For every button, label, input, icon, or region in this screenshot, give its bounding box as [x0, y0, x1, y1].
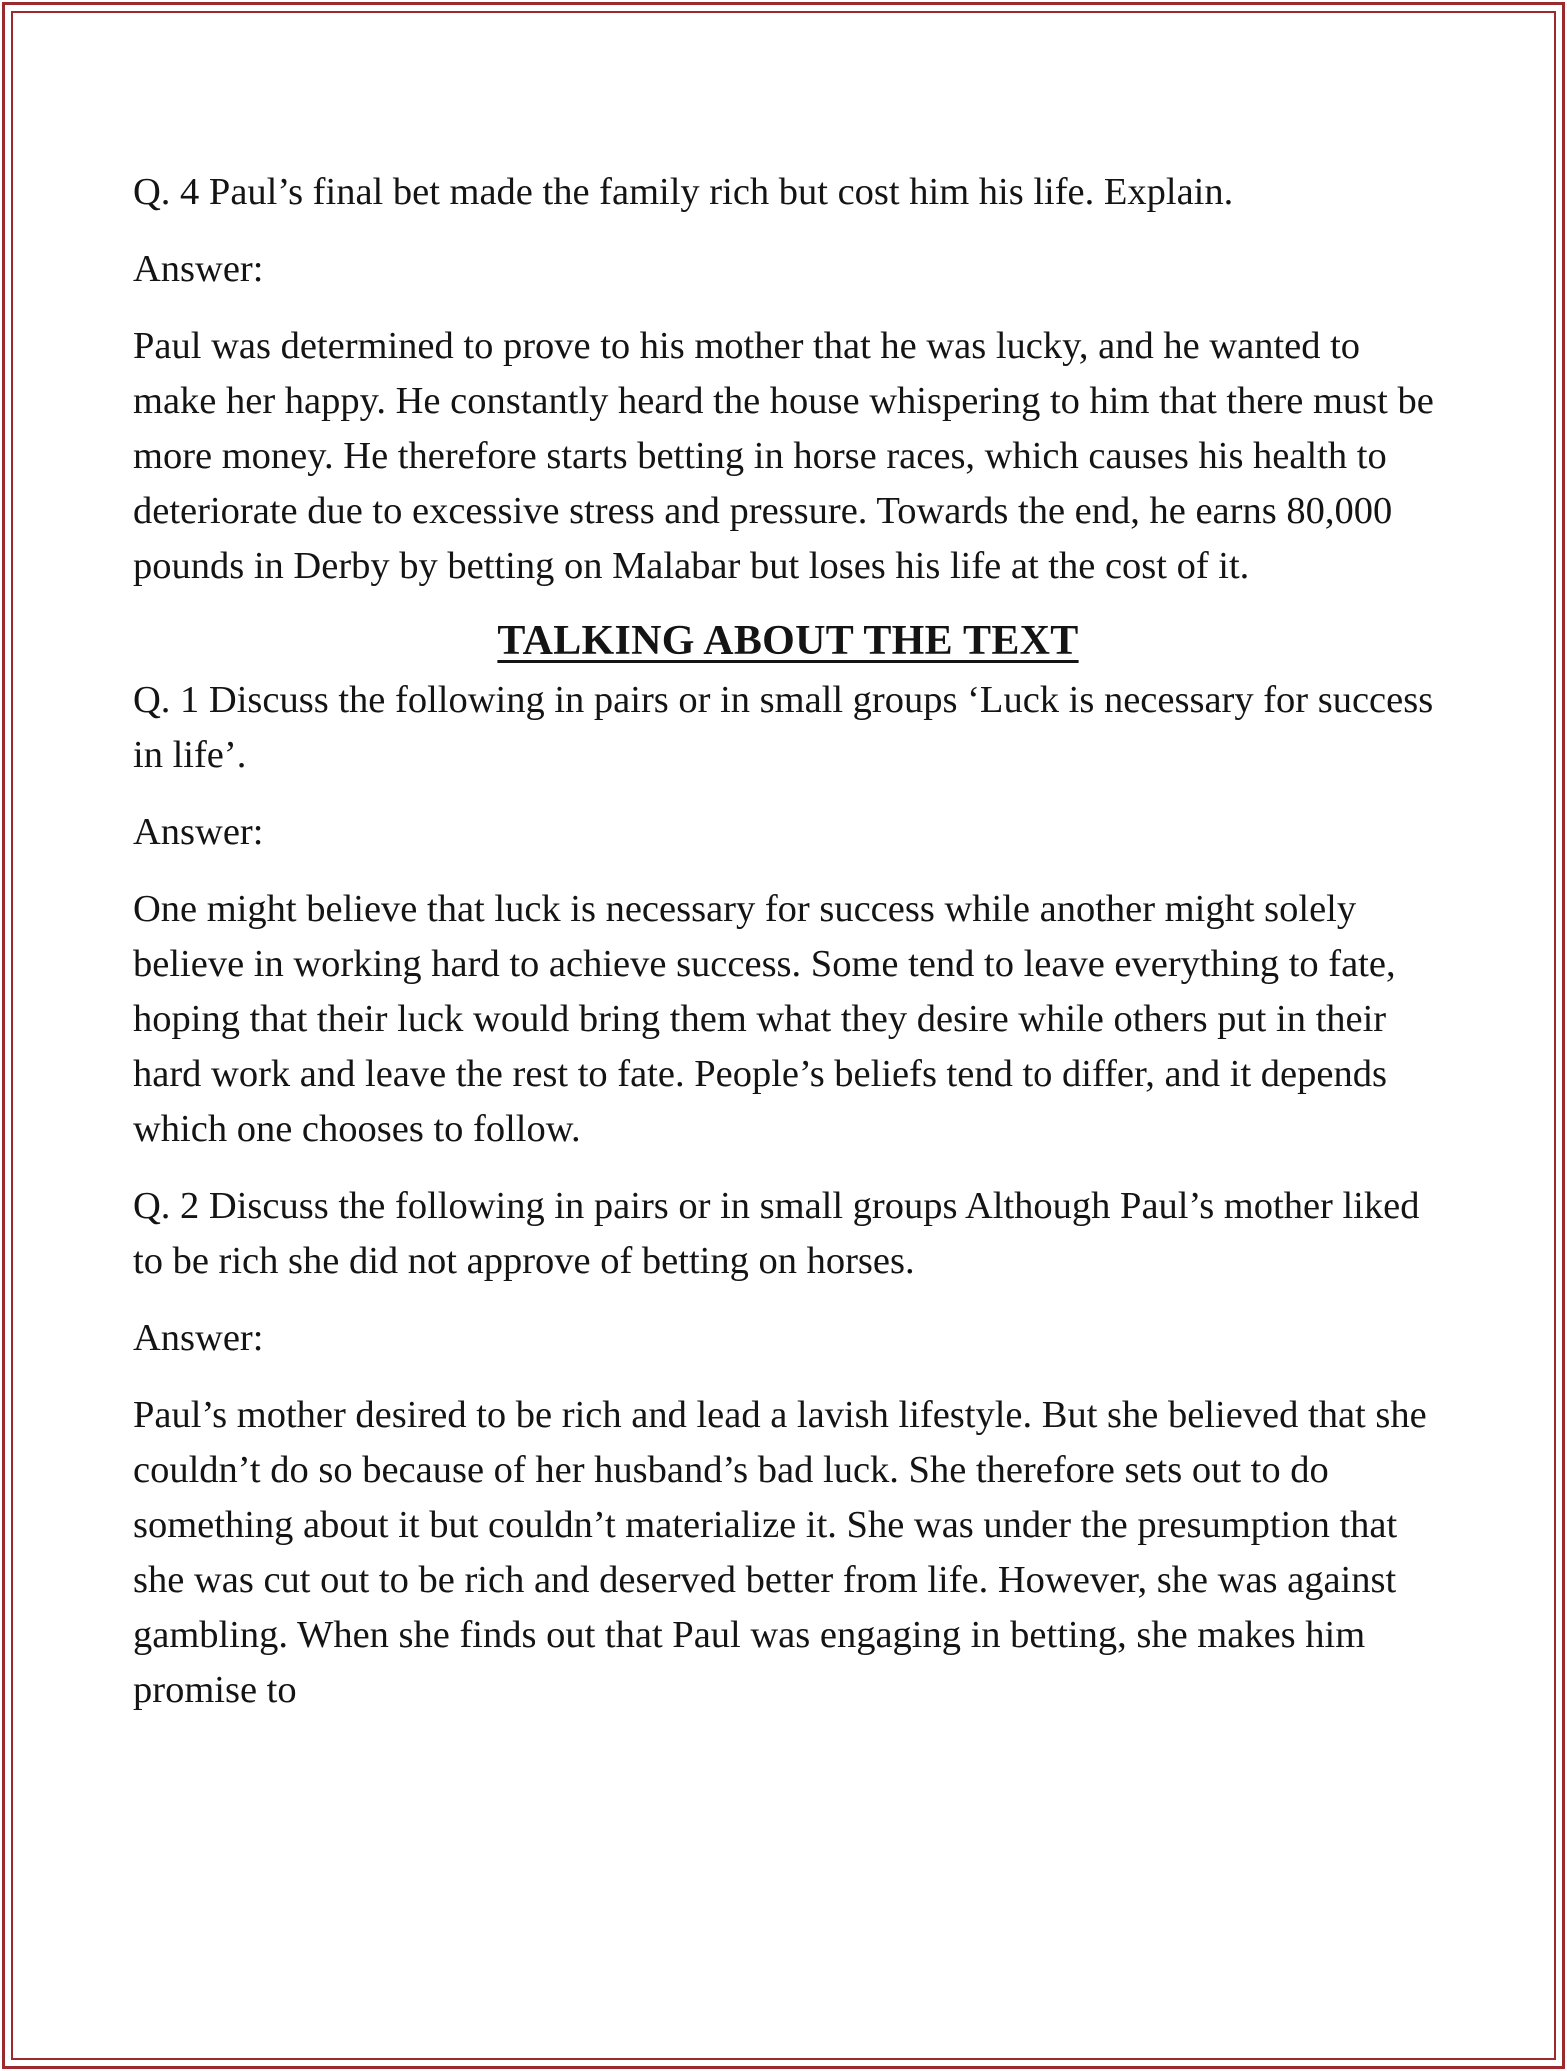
question-t2: Q. 2 Discuss the following in pairs or in small groups Although Paul’s mother liked to be rich she did not approve of betting on horses. [133, 1185, 1420, 1282]
question-t1: Q. 1 Discuss the following in pairs or in small groups ‘Luck is necessary for success in life’. [133, 679, 1434, 776]
answer-text-t1: One might believe that luck is necessary for success while another might solely believe in working hard to achieve success. Some tend to leave everything to fate, hoping that their luck would bring them what they desire while others put in their hard work and leave the rest to fate. People’s beliefs tend to differ, and it depends which one chooses to follow. [133, 888, 1396, 1150]
question-q4: Q. 4 Paul’s final bet made the family rich but cost him his life. Explain. [133, 171, 1234, 213]
document-body [133, 165, 1443, 1718]
answer-label-q4: Answer: [133, 248, 264, 290]
answer-label-t2: Answer: [133, 1317, 264, 1359]
section-heading: TALKING ABOUT THE TEXT [497, 618, 1079, 664]
answer-label-t1: Answer: [133, 811, 264, 853]
answer-text-q4: Paul was determined to prove to his mother that he was lucky, and he wanted to make her happy. He constantly heard the house whispering to him that there must be more money. He therefore starts betting in horse races, which causes his health to deteriorate due to excessive stress and pressure. Towards the end, he earns 80,000 pounds in Derby by betting on Malabar but loses his life at the cost of it. [133, 325, 1434, 587]
answer-text-t2: Paul’s mother desired to be rich and lead a lavish lifestyle. But she believed that she couldn’t do so because of her husband’s bad luck. She therefore sets out to do something about it but couldn’t materialize it. She was under the presumption that she was cut out to be rich and deserved better from life. However, she was against gambling. When she finds out that Paul was engaging in betting, she makes him promise to [133, 1394, 1427, 1711]
